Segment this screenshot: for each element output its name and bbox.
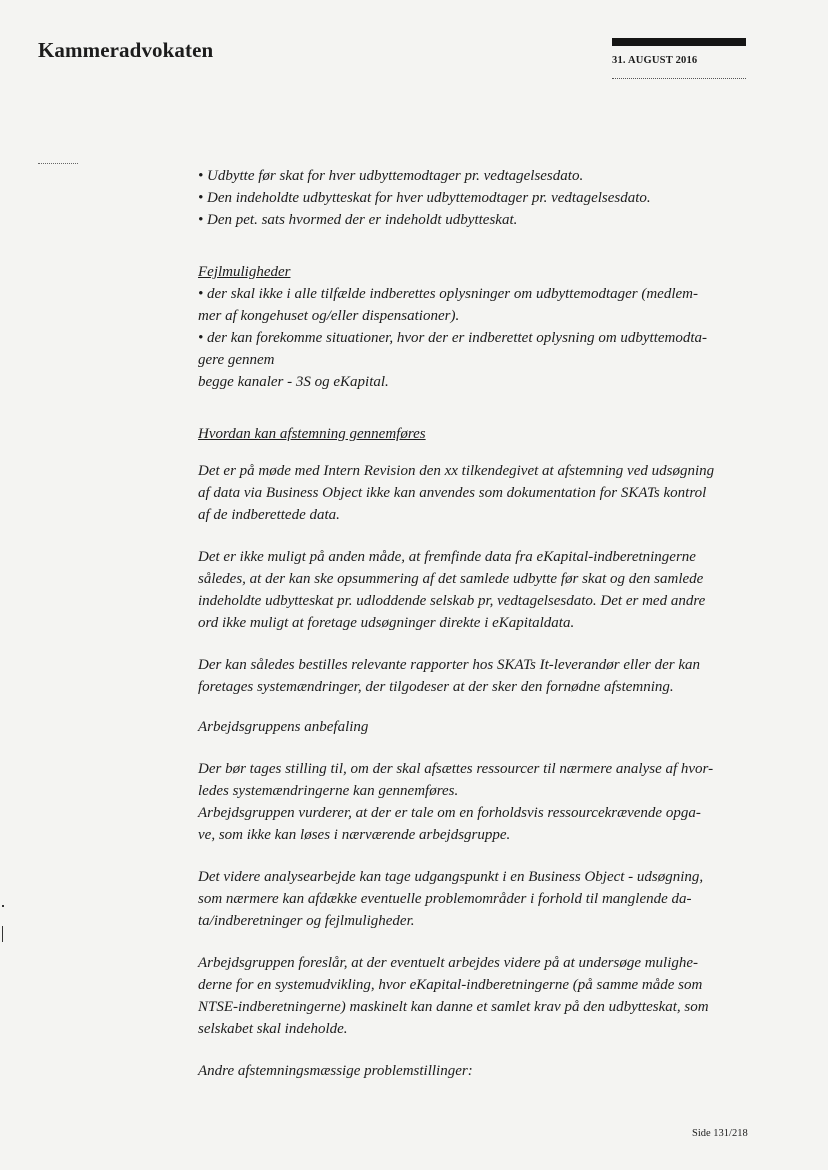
text-line: ta/indberetninger og fejlmuligheder. (198, 913, 415, 929)
text-line: gere gennem (198, 352, 275, 368)
text-line: ve, som ikke kan løses i nærværende arbejdsgruppe. (198, 827, 511, 843)
document-date: 31. AUGUST 2016 (612, 55, 698, 66)
section-heading-anbefaling: Arbejdsgruppens anbefaling (198, 719, 369, 735)
header-bar (612, 38, 746, 46)
section-heading-fejlmuligheder: Fejlmuligheder (198, 264, 291, 280)
text-line: selskabet skal indeholde. (198, 1021, 348, 1037)
text-line: NTSE-indberetningerne) maskinelt kan danne et samlet krav på den udbytteskat, som (198, 999, 709, 1015)
margin-rule (38, 163, 78, 164)
text-line: Der bør tages stilling til, om der skal afsættes ressourcer til nærmere analyse af hvor- (198, 761, 714, 777)
text-line: indeholdte udbytteskat pr. udloddende selskab pr, vedtagelsesdato. Det er med andre (198, 593, 706, 609)
text-line: af de indberettede data. (198, 507, 340, 523)
text-line: derne for en systemudvikling, hvor eKapital-indberetningerne (på samme måde som (198, 977, 703, 993)
text-line: Det videre analysearbejde kan tage udgangspunkt i en Business Object - udsøgning, (198, 869, 704, 885)
text-line: mer af kongehuset og/eller dispensationer). (198, 308, 460, 324)
text-line: som nærmere kan afdække eventuelle problemområder i forhold til manglende da- (198, 891, 692, 907)
section-heading-afstemning: Hvordan kan afstemning gennemføres (198, 426, 426, 442)
text-line: begge kanaler - 3S og eKapital. (198, 374, 389, 390)
text-line: Arbejdsgruppen foreslår, at der eventuelt arbejdes videre på at undersøge mulighe- (198, 955, 699, 971)
bullet-line: • Udbytte før skat for hver udbyttemodtager pr. vedtagelsesdato. (198, 168, 584, 184)
page-number: Side 131/218 (692, 1128, 748, 1139)
scan-speck (2, 926, 3, 942)
date-rule (612, 78, 746, 79)
scan-speck (2, 905, 4, 907)
text-line: Arbejdsgruppen vurderer, at der er tale om en forholdsvis ressourcekrævende opga- (198, 805, 701, 821)
bullet-line: • Den indeholdte udbytteskat for hver udbyttemodtager pr. vedtagelsesdato. (198, 190, 651, 206)
section-heading-andre: Andre afstemningsmæssige problemstillinger: (198, 1063, 473, 1079)
text-line: Det er på møde med Intern Revision den xx tilkendegivet at afstemning ved udsøgning (198, 463, 715, 479)
text-line: ord ikke muligt at foretage udsøgninger direkte i eKapitaldata. (198, 615, 575, 631)
text-line: • der skal ikke i alle tilfælde indberettes oplysninger om udbyttemodtager (medlem- (198, 286, 698, 302)
bullet-line: • Den pet. sats hvormed der er indeholdt udbytteskat. (198, 212, 518, 228)
text-line: Det er ikke muligt på anden måde, at fremfinde data fra eKapital-indberetningerne (198, 549, 696, 565)
text-line: ledes systemændringerne kan gennemføres. (198, 783, 459, 799)
text-line: Der kan således bestilles relevante rapporter hos SKATs It-leverandør eller der kan (198, 657, 701, 673)
text-line: • der kan forekomme situationer, hvor der er indberettet oplysning om udbyttemodta- (198, 330, 708, 346)
body-text (198, 165, 748, 1082)
text-line: foretages systemændringer, der tilgodeser at der sker den fornødne afstemning. (198, 679, 674, 695)
org-name: Kammeradvokaten (38, 38, 214, 62)
text-line: af data via Business Object ikke kan anvendes som dokumentation for SKATs kontrol (198, 485, 707, 501)
text-line: således, at der kan ske opsummering af det samlede udbytte før skat og den samlede (198, 571, 704, 587)
